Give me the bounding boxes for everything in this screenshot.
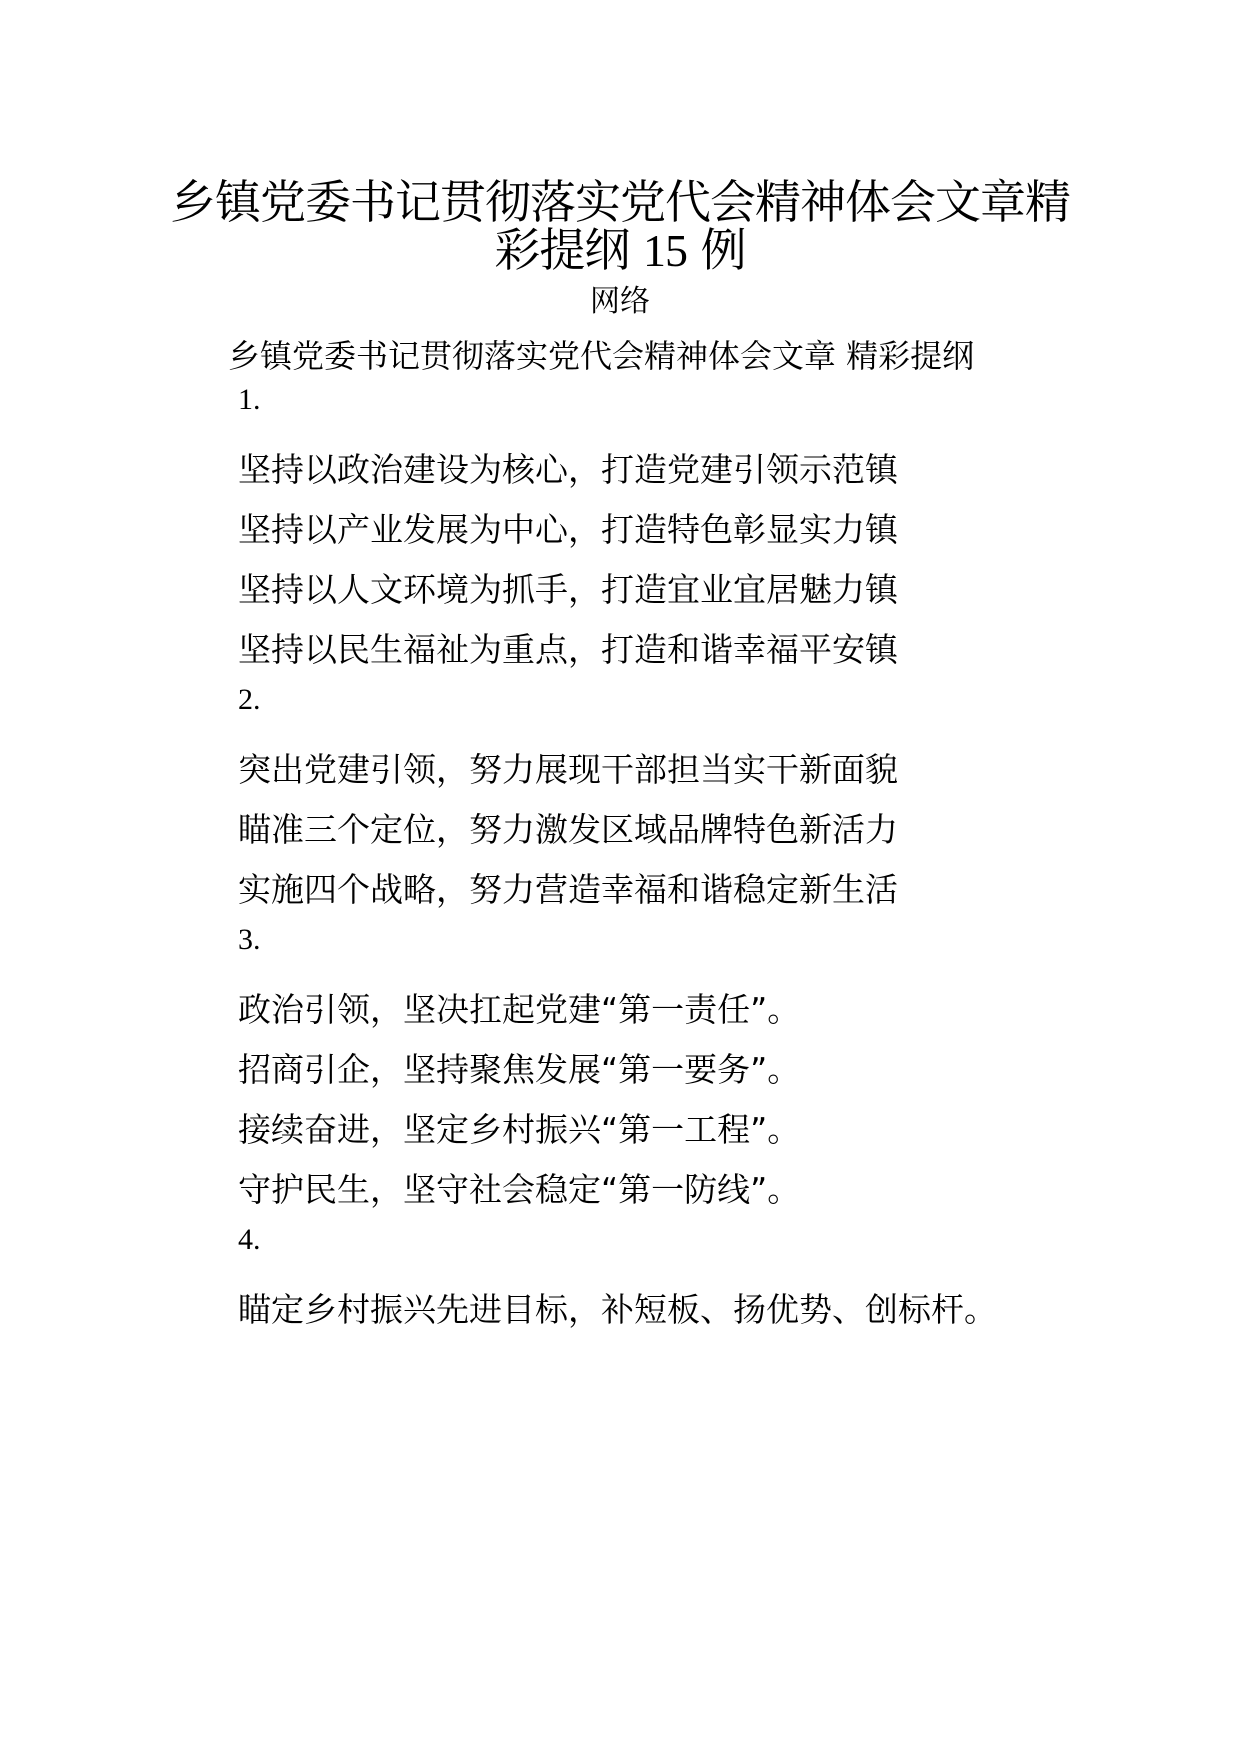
title-text: 乡镇党委书记贯彻落实党代会精神体会文章精彩提纲	[170, 175, 1070, 277]
section-number: 2.	[238, 683, 261, 716]
outline-content	[238, 380, 1078, 1340]
outline-item: 坚持以产业发展为中心，打造特色彰显实力镇	[238, 510, 898, 549]
outline-item: 瞄定乡村振兴先进目标，补短板、扬优势、创标杆。	[238, 1290, 997, 1329]
outline-item: 接续奋进，坚定乡村振兴“第一工程”。	[238, 1110, 801, 1149]
title-suffix: 例	[700, 223, 746, 277]
document-title	[160, 175, 1080, 277]
outline-section-3	[238, 920, 1078, 1220]
outline-item: 招商引企，坚持聚焦发展“第一要务”。	[238, 1050, 801, 1089]
outline-section-4	[238, 1220, 1078, 1340]
outline-item: 守护民生，坚守社会稳定“第一防线”。	[238, 1170, 801, 1209]
section-number: 4.	[238, 1223, 261, 1256]
outline-item: 坚持以人文环境为抓手，打造宜业宜居魅力镇	[238, 570, 898, 609]
outline-item: 突出党建引领，努力展现干部担当实干新面貌	[238, 750, 898, 789]
outline-item: 实施四个战略，努力营造幸福和谐稳定新生活	[238, 870, 898, 909]
outline-item: 政治引领，坚决扛起党建“第一责任”。	[238, 990, 801, 1029]
document-source: 网络	[590, 284, 650, 319]
outline-section-1	[238, 380, 1078, 680]
title-number: 15	[643, 225, 687, 276]
outline-section-2	[238, 680, 1078, 920]
section-number: 1.	[238, 383, 261, 416]
document-intro: 乡镇党委书记贯彻落实党代会精神体会文章 精彩提纲	[228, 337, 975, 375]
outline-item: 坚持以民生福祉为重点，打造和谐幸福平安镇	[238, 630, 898, 669]
section-number: 3.	[238, 923, 261, 956]
outline-item: 坚持以政治建设为核心，打造党建引领示范镇	[238, 450, 898, 489]
outline-item: 瞄准三个定位，努力激发区域品牌特色新活力	[238, 810, 898, 849]
